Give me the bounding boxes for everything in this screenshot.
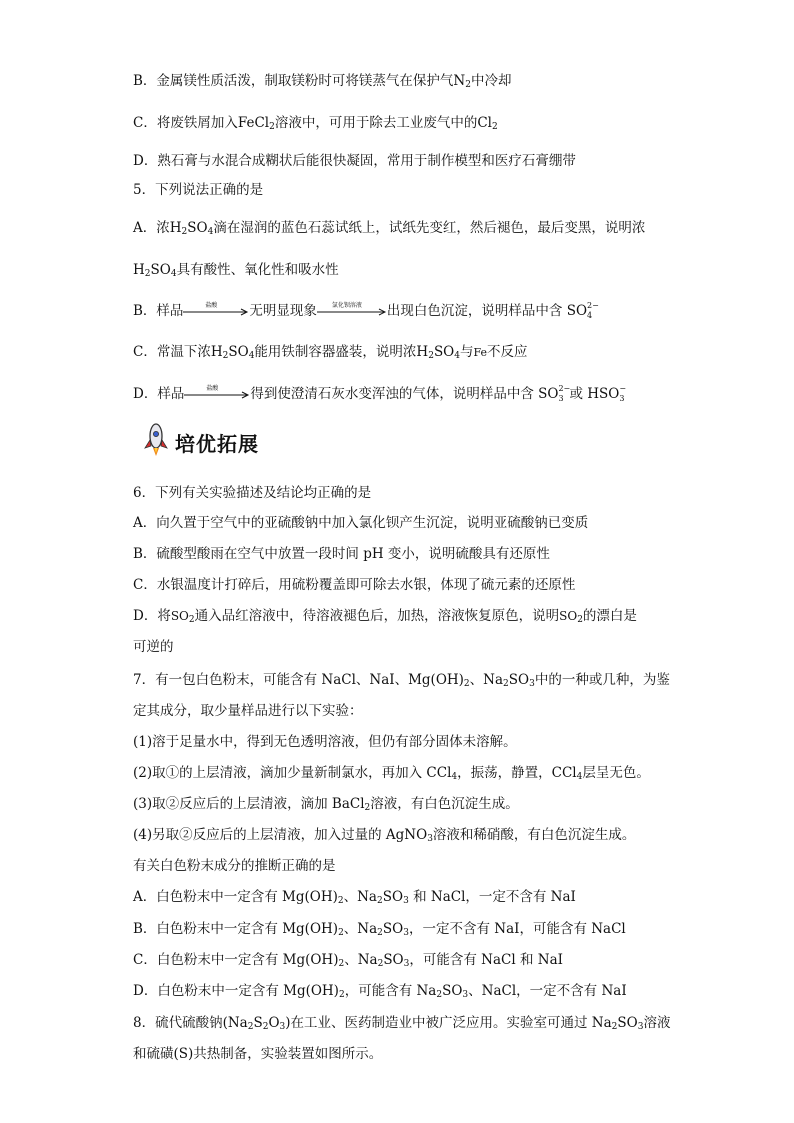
arrow-label: 氯化钡溶液 [331, 302, 362, 309]
arrow-icon [184, 385, 250, 403]
q4-option-c: C．将废铁屑加入FeCl$_2$溶液中，可用于除去工业废气中的$Cl_2$ [133, 115, 498, 132]
reaction-arrow [184, 385, 250, 403]
q5-option-c: C．常温下浓$H_2SO_4$能用铁制容器盛装，说明浓$H_2SO_4$与Fe不反应 [133, 344, 528, 361]
rocket-icon [143, 422, 169, 462]
arrow-label: 盐酸 [205, 302, 218, 309]
q7-step-2: (2)取①的上层清液，滴加少量新制氯水，再加入 CCl$_4$，振荡，静置，CCl$_4$层呈无色。 [133, 765, 650, 782]
q8-stem-line1: 8．硫代硫酸钠$(Na_2S_2O_3)$在工业、医药制造业中被广泛应用。实验室可通过 $Na_2SO_3$溶液 [133, 1015, 671, 1032]
q5-option-a-line1: A．浓$H_2SO_4$滴在湿润的蓝色石蕊试纸上，试纸先变红，然后褪色，最后变黑，说明浓 [133, 220, 646, 237]
q7-stem-line1: 7．有一包白色粉末，可能含有 NaCl、NaI、$Mg(OH)_2$、$Na_2SO_3$中的一种或几种，为鉴 [133, 672, 670, 689]
q7-step-1: (1)溶于足量水中，得到无色透明溶液，但仍有部分固体未溶解。 [133, 734, 517, 750]
q5-option-a-line2: $H_2SO_4$具有酸性、氧化性和吸水性 [133, 262, 339, 279]
q7-option-a: A．白色粉末中一定含有 $Mg(OH)_2$、$Na_2SO_3$ 和 NaCl，一定不含有 NaI [133, 889, 576, 906]
q5-option-b: B．样品 盐酸 无明显现象 氯化钡溶液 出现白色沉淀，说明样品中含 SO 2− 4 [133, 301, 599, 320]
q5-option-d: D．样品 盐酸 得到使澄清石灰水变浑浊的气体，说明样品中含 SO 2− 3 或 HSO − 3 [133, 384, 627, 403]
q7-option-d: D．白色粉末中一定含有 $Mg(OH)_2$，可能含有 $Na_2SO_3$、NaCl，一定不含有 NaI [133, 983, 627, 1000]
q7-step-3: (3)取②反应后的上层清液，滴加 BaCl$_2$溶液，有白色沉淀生成。 [133, 796, 519, 813]
section-banner [143, 424, 259, 460]
q7-step-4: (4)另取②反应后的上层清液，加入过量的 AgNO$_3$溶液和稀硝酸，有白色沉淀生成。 [133, 827, 636, 844]
q6-stem: 6．下列有关实验描述及结论均正确的是 [133, 485, 372, 501]
q4-option-b: B．金属镁性质活泼，制取镁粉时可将镁蒸气在保护气$N_2$中冷却 [133, 73, 512, 90]
q7-option-c: C．白色粉末中一定含有 $Mg(OH)_2$、$Na_2SO_3$，可能含有 NaCl 和 NaI [133, 952, 563, 969]
q6-option-a: A．向久置于空气中的亚硫酸钠中加入氯化钡产生沉淀，说明亚硫酸钠已变质 [133, 515, 589, 531]
arrow-label: 盐酸 [206, 385, 219, 392]
arrow-icon [317, 302, 387, 320]
q5-stem: 5．下列说法正确的是 [133, 182, 264, 198]
q4-option-d: D．熟石膏与水混合成糊状后能很快凝固，常用于制作模型和医疗石膏绷带 [133, 153, 576, 169]
section-banner-title: 培优拓展 [175, 431, 259, 456]
q7-stem-line2: 定其成分，取少量样品进行以下实验： [133, 703, 363, 719]
reaction-arrow [183, 302, 249, 320]
q8-stem-line2: 和硫磺(S)共热制备，实验装置如图所示。 [133, 1046, 383, 1062]
q6-option-d-line1: D．将$SO_2$通入品红溶液中，待溶液褪色后，加热，溶液恢复原色，说明$SO_2$的漂白是 [133, 608, 637, 625]
arrow-icon [183, 302, 249, 320]
q7-option-b: B．白色粉末中一定含有 $Mg(OH)_2$、$Na_2SO_3$，一定不含有 NaI，可能含有 NaCl [133, 921, 626, 938]
q7-question: 有关白色粉末成分的推断正确的是 [133, 858, 336, 874]
q6-option-c: C．水银温度计打碎后，用硫粉覆盖即可除去水银，体现了硫元素的还原性 [133, 577, 576, 593]
q6-option-d-line2: 可逆的 [133, 639, 174, 655]
reaction-arrow [317, 302, 387, 320]
q6-option-b: B．硫酸型酸雨在空气中放置一段时间 pH 变小，说明硫酸具有还原性 [133, 546, 550, 562]
